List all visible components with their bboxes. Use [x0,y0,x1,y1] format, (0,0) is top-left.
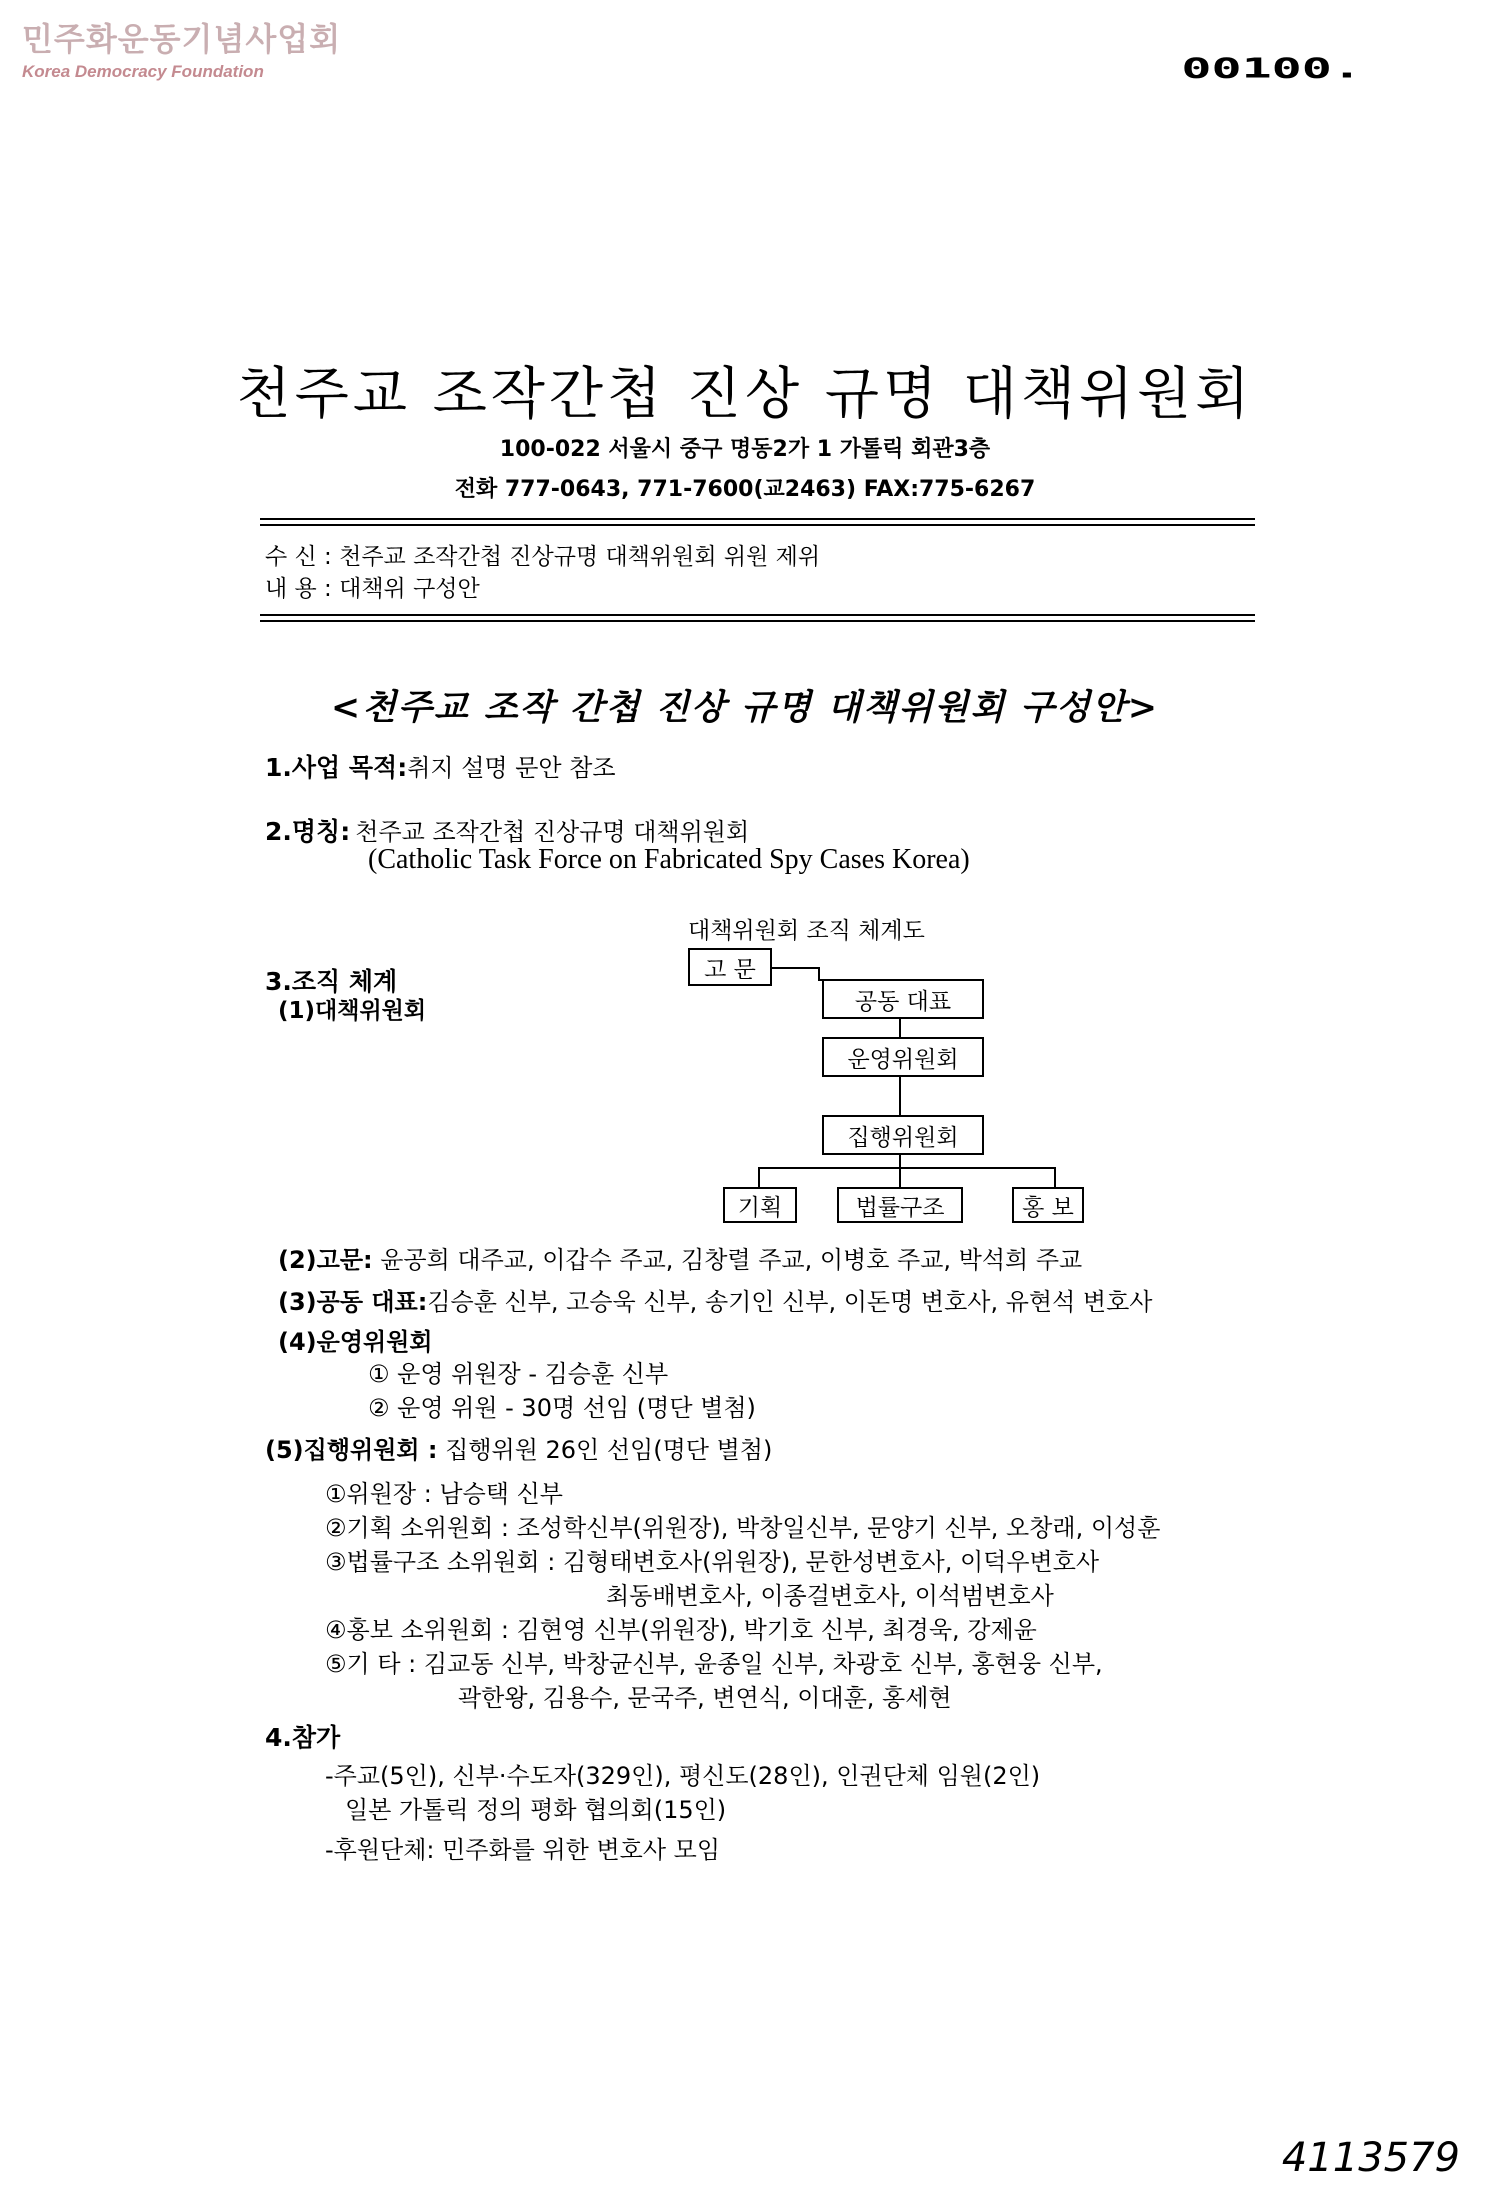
org-box-pr-label: 홍 보 [1022,1194,1074,1221]
org-line-steering-exec [899,1077,901,1115]
org-line-branch-h [758,1167,1056,1169]
header-address: 100-022 서울시 중구 명동2가 1 가톨릭 회관3층 [499,437,991,462]
org-line-corep-steering [899,1019,901,1037]
org-box-pr [1012,1187,1084,1223]
participants-item-1: -주교(5인), 신부·수도자(329인), 평신도(28인), 인권단체 임원(2인) [325,1762,1041,1790]
org-box-planning [723,1187,797,1223]
participants-item-2: 일본 가톨릭 정의 평화 협의회(15인) [345,1796,727,1824]
advisors-label: (2)고문: [278,1246,373,1274]
divider-bottom-1 [260,614,1255,616]
memo-to-label: 수 신 : [265,544,332,570]
org-chart-title: 대책위원회 조직 체계도 [688,918,925,944]
memo-subject-label: 내 용 : [265,576,332,602]
section-3-co-reps [278,1282,1152,1317]
executive-item-legal: ③법률구조 소위원회 : 김형태변호사(위원장), 문한성변호사, 이덕우변호사 [325,1548,1100,1576]
org-box-executive [822,1115,984,1155]
footer-page-number: 4113579 [1281,2135,1460,2181]
executive-item-planning: ②기획 소위원회 : 조성학신부(위원장), 박창일신부, 문양기 신부, 오창래, 이성훈 [325,1514,1161,1542]
co-reps-text: 김승훈 신부, 고승욱 신부, 송기인 신부, 이돈명 변호사, 유현석 변호사 [427,1288,1153,1316]
memo-subject-value: 대책위 구성안 [339,576,480,602]
memo-subject-row [265,570,480,603]
org-box-planning-label: 기획 [737,1194,783,1221]
org-box-executive-label: 집행위원회 [847,1124,959,1151]
org-box-legal-label: 법률구조 [855,1194,945,1221]
org-line-branch-legal [899,1167,901,1187]
header-title: 천주교 조작간첩 진상 규명 대책위원회 [236,362,1254,427]
section-2-english: (Catholic Task Force on Fabricated Spy Cases Korea) [368,844,970,875]
steering-label: (4)운영위원회 [278,1328,433,1356]
org-box-co-rep [822,979,984,1019]
section-1-heading: 1.사업 목적: [265,753,408,782]
org-box-steering [822,1037,984,1077]
section-2-text: 천주교 조작간첩 진상규명 대책위원회 [355,818,750,846]
org-box-advisor [688,948,772,986]
document-title: <천주교 조작 간첩 진상 규명 대책위원회 구성안> [330,687,1160,728]
participants-item-3: -후원단체: 민주화를 위한 변호사 모임 [325,1836,721,1864]
header-phone: 전화 777-0643, 771-7600(교2463) FAX:775-6267 [454,477,1036,502]
executive-item-pr: ④홍보 소위원회 : 김현영 신부(위원장), 박기호 신부, 최경욱, 강제윤 [325,1616,1037,1644]
org-box-advisor-label: 고 문 [704,956,756,983]
steering-item-2: ② 운영 위원 - 30명 선임 (명단 별첨) [368,1394,756,1422]
executive-item-chair: ①위원장 : 남승택 신부 [325,1480,563,1508]
steering-item-1: ① 운영 위원장 - 김승훈 신부 [368,1360,669,1388]
section-2 [265,812,749,848]
divider-bottom-2 [260,620,1255,622]
executive-item-other-cont: 곽한왕, 김용수, 문국주, 변연식, 이대훈, 홍세현 [458,1684,952,1712]
executive-label: (5)집행위원회 : [265,1436,438,1464]
executive-text: 집행위원 26인 선임(명단 별첨) [445,1436,773,1464]
section-4-heading: 4.참가 [265,1723,341,1752]
org-line-branch-pr [1054,1167,1056,1187]
co-reps-label: (3)공동 대표: [278,1288,428,1316]
org-box-co-rep-label: 공동 대표 [854,988,952,1015]
org-box-steering-label: 운영위원회 [847,1046,959,1073]
divider-top-1 [260,518,1255,520]
advisors-text: 윤공희 대주교, 이갑수 주교, 김창렬 주교, 이병호 주교, 박석희 주교 [380,1246,1083,1274]
memo-to-value: 천주교 조작간첩 진상규명 대책위원회 위원 제위 [339,544,821,570]
watermark-org-english: Korea Democracy Foundation [22,62,264,81]
section-3-advisors [278,1240,1082,1275]
org-box-legal [837,1187,963,1223]
section-1-text: 취지 설명 문안 참조 [407,754,616,782]
section-3-heading: 3.조직 체계 [265,967,398,996]
section-1 [265,748,616,784]
section-3-sub1: (1)대책위원회 [278,998,427,1024]
section-2-heading: 2.명칭: [265,817,351,846]
org-line-branch-planning [758,1167,760,1187]
executive-item-other: ⑤기 타 : 김교동 신부, 박창균신부, 윤종일 신부, 차광호 신부, 홍현웅 신부, [325,1650,1103,1678]
section-3-executive [265,1430,772,1465]
divider-top-2 [260,524,1255,526]
memo-to-row [265,538,820,571]
org-line-advisor-h [772,967,820,969]
document-number: 00100. [1181,52,1362,84]
watermark-org-korean: 민주화운동기념사업회 [22,20,342,58]
executive-item-legal-cont: 최동배변호사, 이종걸변호사, 이석범변호사 [606,1582,1054,1610]
